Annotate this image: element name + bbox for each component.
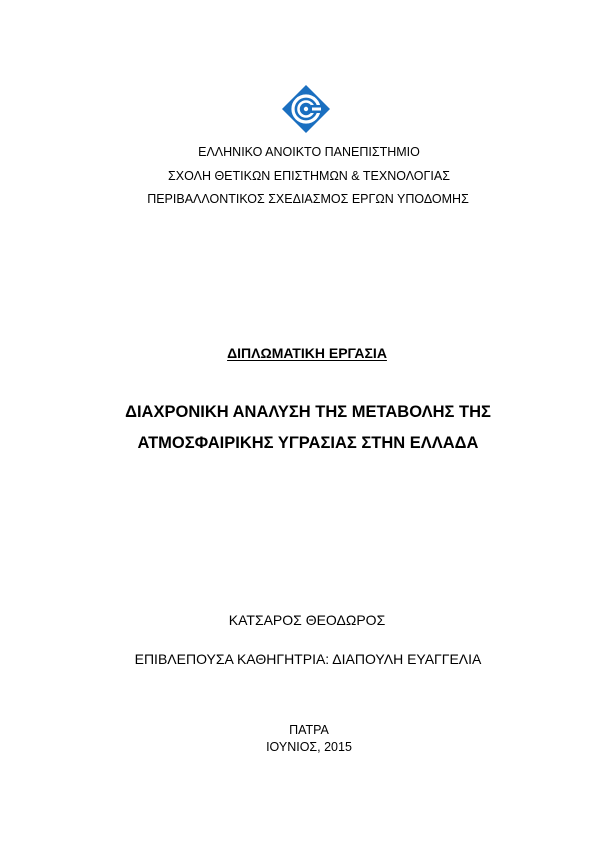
place-label: ΠΑΤΡΑ bbox=[289, 723, 329, 737]
university-logo-icon bbox=[281, 84, 331, 134]
author-name: ΚΑΤΣΑΡΟΣ ΘΕΟΔΩΡΟΣ bbox=[228, 612, 386, 628]
thesis-title-line-1: ΔΙΑΧΡΟΝΙΚΗ ΑΝΑΛΥΣΗ ΤΗΣ ΜΕΤΑΒΟΛΗΣ ΤΗΣ bbox=[125, 403, 491, 421]
document-type-heading bbox=[7, 345, 600, 361]
school-name: ΣΧΟΛΗ ΘΕΤΙΚΩΝ ΕΠΙΣΤΗΜΩΝ & ΤΕΧΝΟΛΟΓΙΑΣ bbox=[168, 169, 450, 183]
supervisor-line: ΕΠΙΒΛΕΠΟΥΣΑ ΚΑΘΗΓΗΤΡΙΑ: ΔΙΑΠΟΥΛΗ ΕΥΑΓΓΕΛΙΑ bbox=[134, 651, 482, 667]
date-label: ΙΟΥΝΙΟΣ, 2015 bbox=[266, 740, 352, 754]
thesis-title-line-2: ΑΤΜΟΣΦΑΙΡΙΚΗΣ ΥΓΡΑΣΙΑΣ ΣΤΗΝ ΕΛΛΑΔΑ bbox=[137, 434, 479, 452]
program-name: ΠΕΡΙΒΑΛΛΟΝΤΙΚΟΣ ΣΧΕΔΙΑΣΜΟΣ ΕΡΓΩΝ ΥΠΟΔΟΜΗΣ bbox=[147, 192, 469, 206]
document-type-label: ΔΙΠΛΩΜΑΤΙΚΗ ΕΡΓΑΣΙΑ bbox=[227, 345, 387, 361]
university-name: ΕΛΛΗΝΙΚΟ ΑΝΟΙΚΤΟ ΠΑΝΕΠΙΣΤΗΜΙΟ bbox=[198, 145, 420, 159]
